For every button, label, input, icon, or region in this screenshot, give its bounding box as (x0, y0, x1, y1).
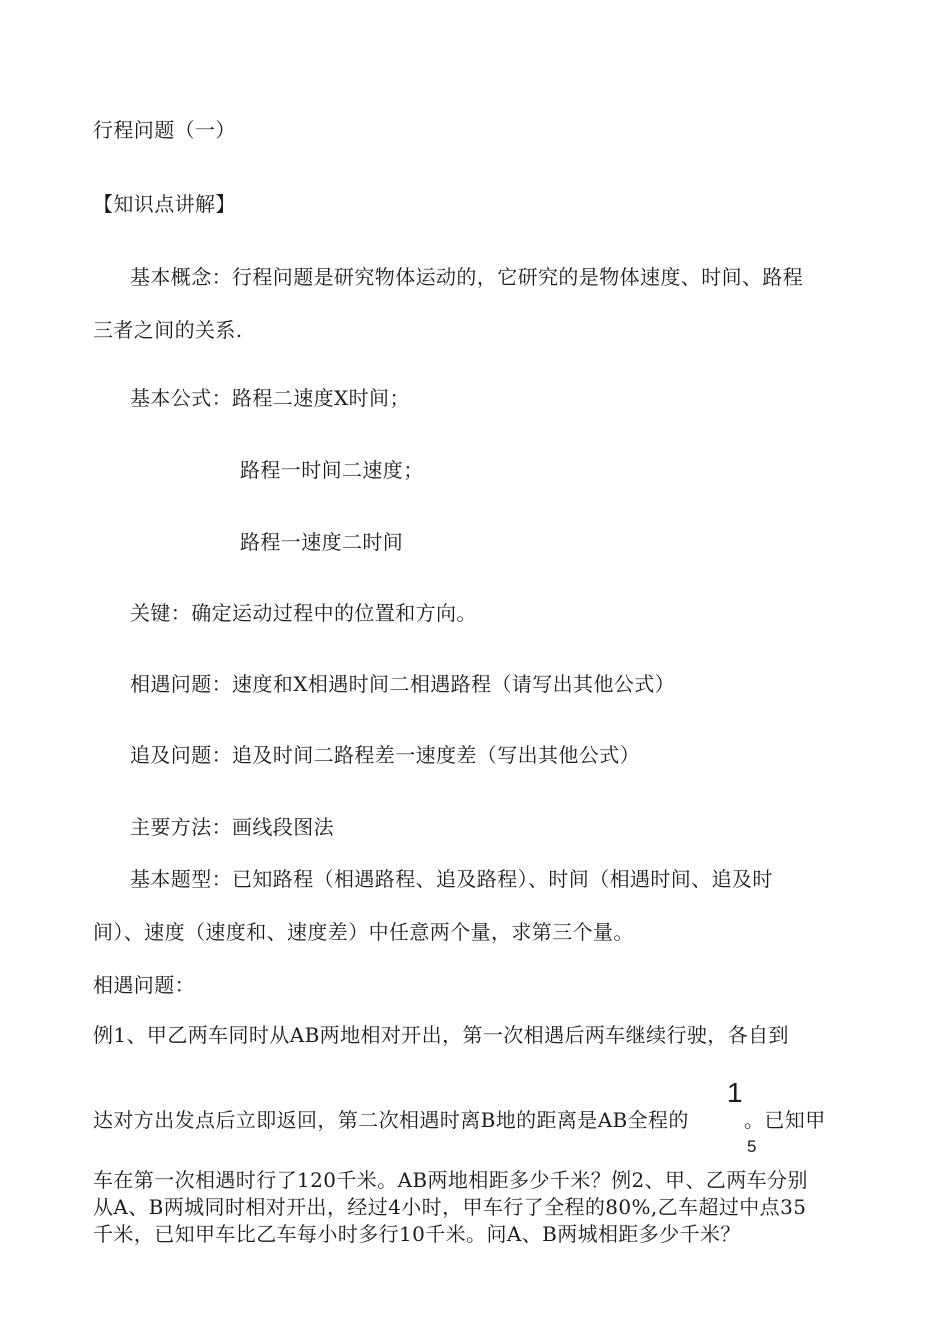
example-1-line-1: 例1、甲乙两车同时从AB两地相对开出，第一次相遇后两车继续行驶，各自到 (93, 1023, 789, 1047)
fraction-denominator: 5 (747, 1137, 757, 1156)
fraction-numerator: 1 (727, 1077, 743, 1108)
problem-types-line-2: 间）、速度（速度和、速度差）中任意两个量，求第三个量。 (93, 920, 634, 944)
meeting-formula: 相遇问题：速度和X相遇时间二相遇路程（请写出其他公式） (130, 672, 676, 696)
chase-formula: 追及问题：追及时间二路程差一速度差（写出其他公式） (130, 743, 640, 767)
main-method: 主要方法：画线段图法 (130, 815, 334, 839)
key-point: 关键：确定运动过程中的位置和方向。 (130, 601, 477, 625)
section-heading: 【知识点讲解】 (93, 192, 236, 216)
formula-line-1: 基本公式：路程二速度X时间； (130, 386, 410, 410)
concept-line-2: 三者之间的关系. (93, 318, 243, 342)
example-1-line-2: 达对方出发点后立即返回，第二次相遇时离B地的距离是AB全程的 (93, 1108, 689, 1132)
formula-line-3: 路程一速度二时间 (240, 530, 404, 554)
document-title: 行程问题（一） (93, 118, 236, 142)
meeting-problems-heading: 相遇问题： (93, 973, 195, 997)
body-line-2: 从A、B两城同时相对开出，经过4小时，甲车行了全程的80%,乙车超过中点35 (93, 1195, 807, 1219)
example-1-line-2-suffix: 。已知甲 (744, 1108, 826, 1132)
body-line-3: 千米，已知甲车比乙车每小时多行10千米。问A、B两城相距多少千米？ (93, 1222, 741, 1246)
problem-types-line-1: 基本题型：已知路程（相遇路程、追及路程）、时间（相遇时间、追及时 (130, 867, 773, 891)
formula-line-2: 路程一时间二速度； (240, 458, 424, 482)
concept-line-1: 基本概念：行程问题是研究物体运动的，它研究的是物体速度、时间、路程 (130, 265, 804, 289)
body-line-1: 车在第一次相遇时行了120千米。AB两地相距多少千米？例2、甲、乙两车分别 (93, 1168, 808, 1192)
